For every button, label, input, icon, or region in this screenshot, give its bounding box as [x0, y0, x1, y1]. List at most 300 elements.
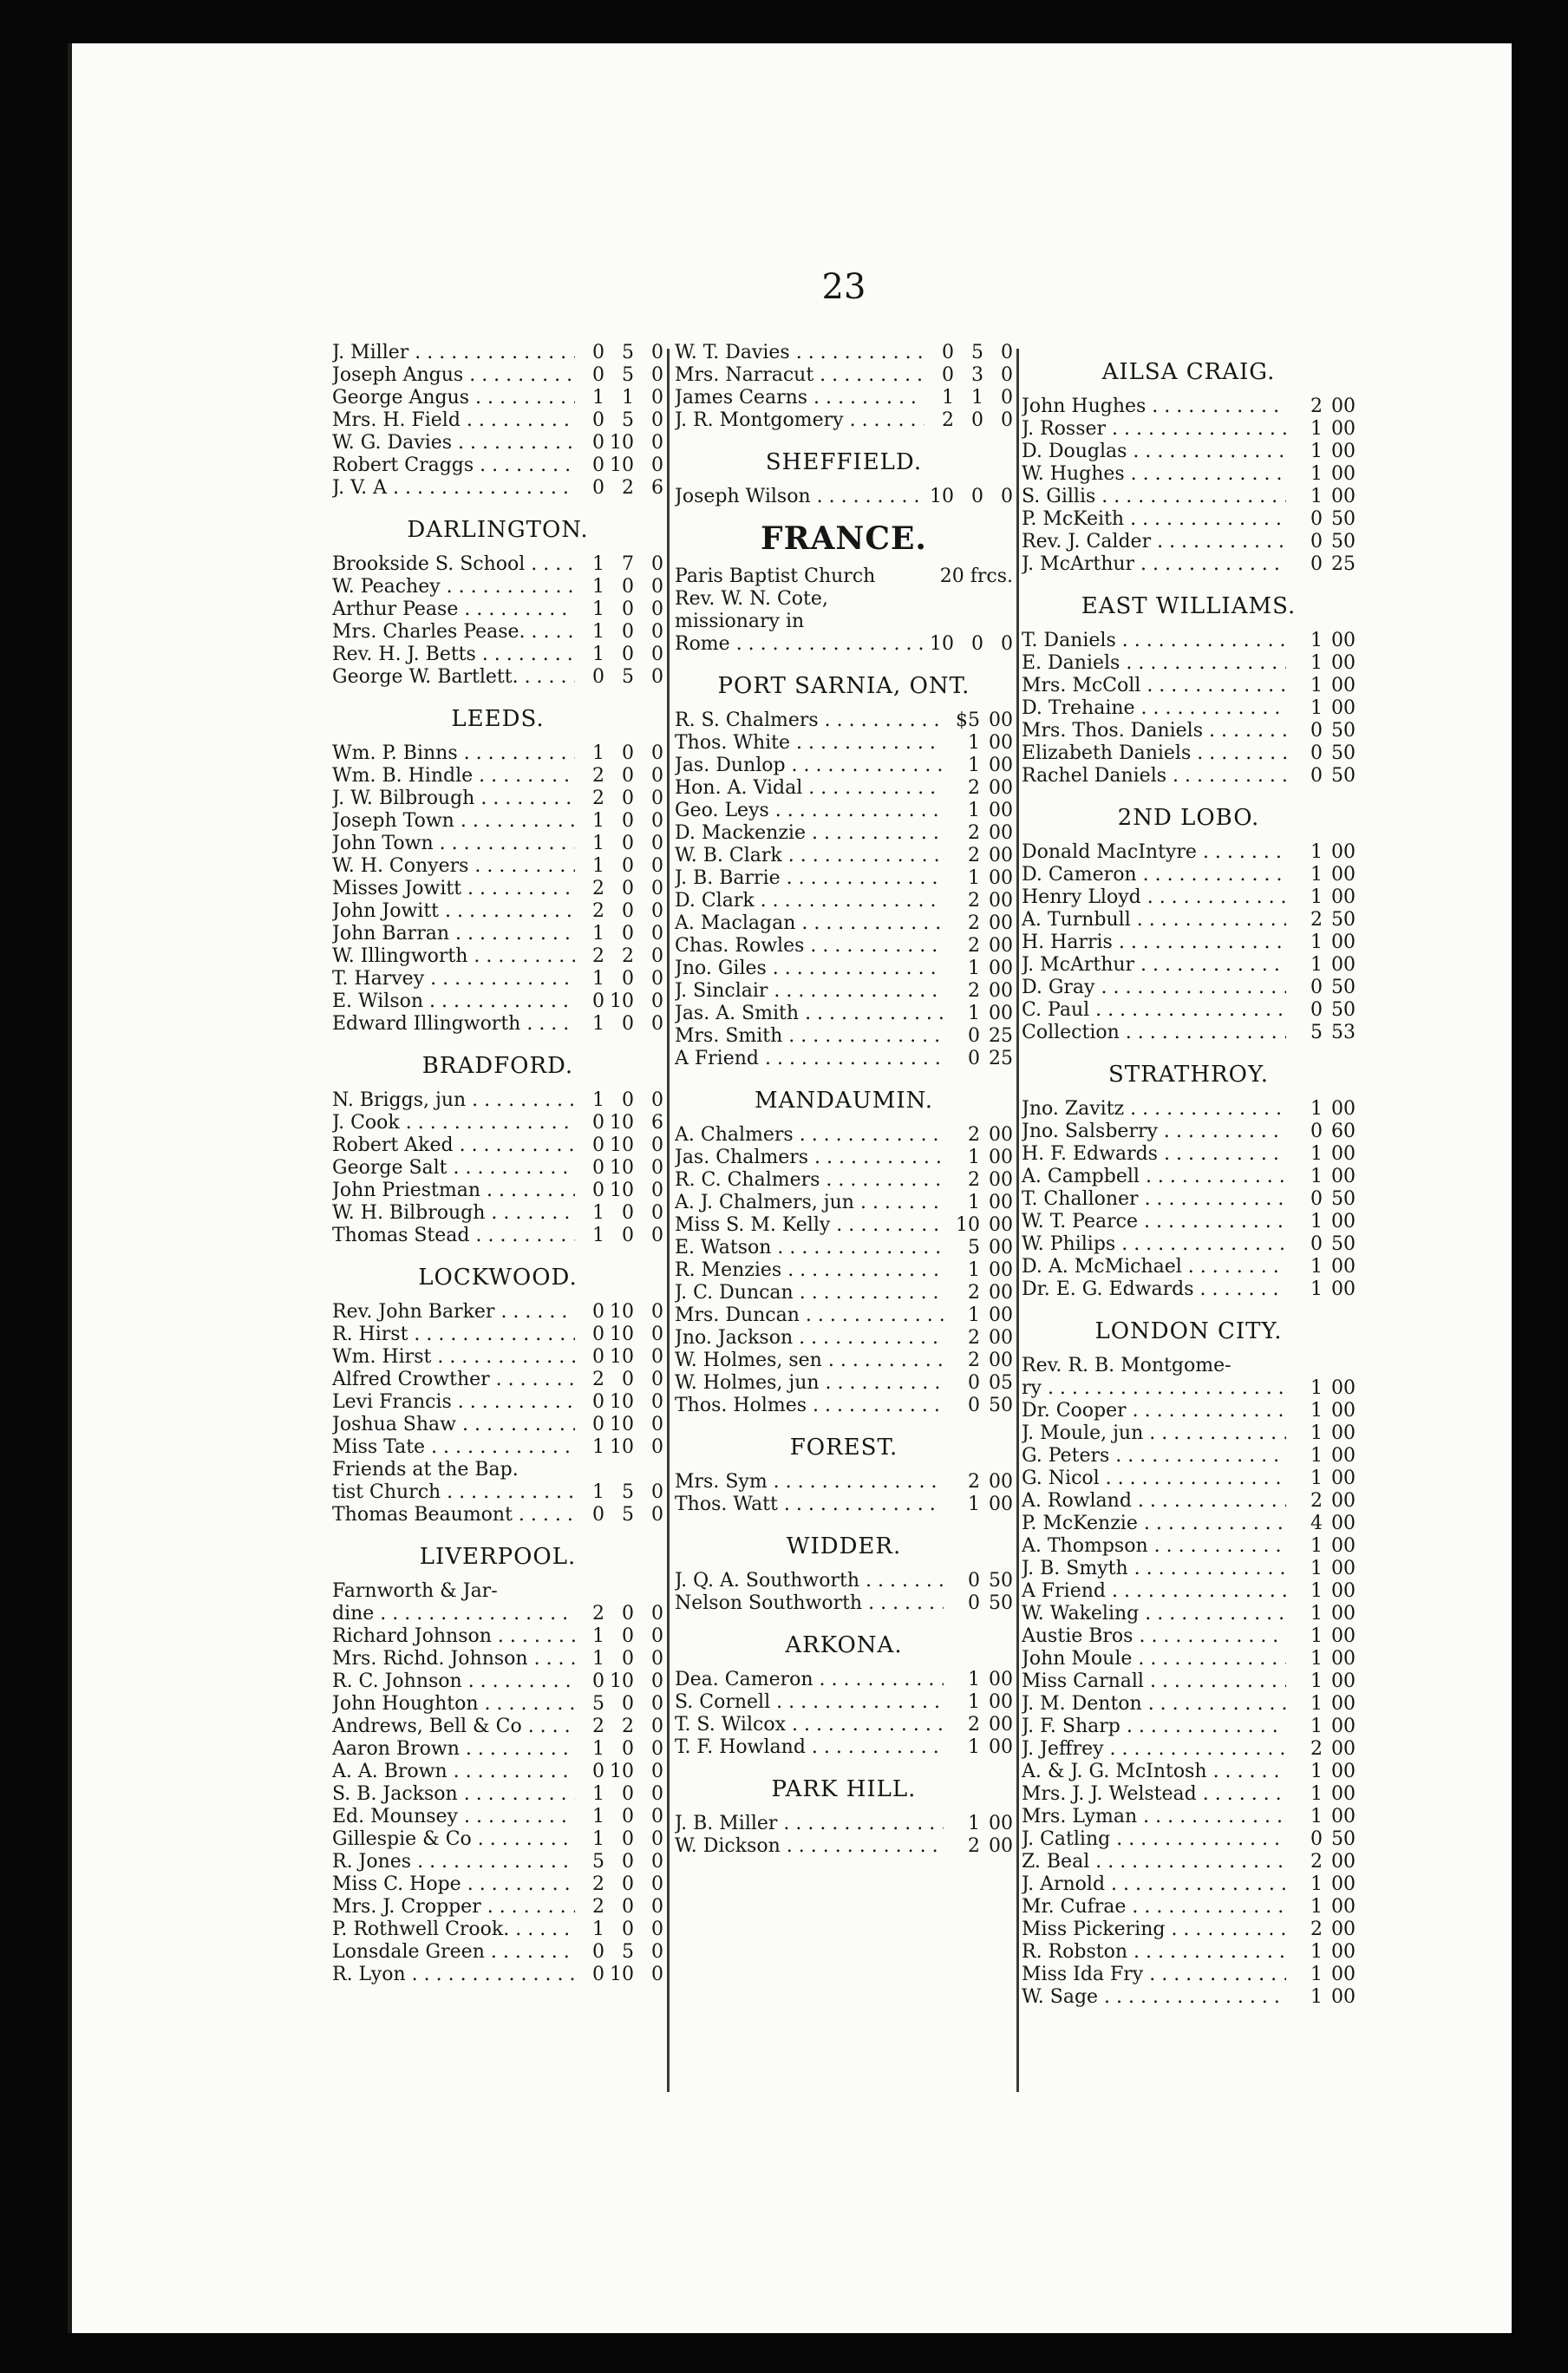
donor-entry [675, 633, 1013, 656]
donor-name: T. Daniels . . . [1022, 630, 1286, 652]
donor-entry [1022, 1806, 1356, 1828]
amount-pence: 0 [651, 1625, 663, 1647]
amount [1286, 1738, 1356, 1761]
donor-name: Alfred Crowther . . . [332, 1369, 575, 1391]
amount-pence: 0 [1001, 409, 1013, 431]
donor-name: T. F. Howland . . . [675, 1736, 944, 1759]
donor-entry [675, 1192, 1013, 1214]
amount [575, 1693, 663, 1716]
donor-name: E. Daniels . . . [1022, 652, 1286, 675]
donor-name: W. T. Davies . . . [675, 342, 924, 364]
amount-pounds: 1 [592, 1738, 604, 1760]
donor-entry [332, 742, 663, 765]
donor-name: W. Hughes . . . [1022, 463, 1286, 486]
donor-name: John Moule . . . [1022, 1648, 1286, 1670]
amount-pence: 0 [651, 1919, 663, 1940]
amount-cents: 05 [989, 1372, 1013, 1394]
donor-entry [332, 477, 663, 500]
donor-name: John Hughes . . . [1022, 396, 1286, 418]
amount-shillings: 5 [622, 1504, 634, 1526]
amount [944, 890, 1013, 912]
amount-cents: 00 [989, 867, 1013, 889]
amount [575, 1603, 663, 1625]
donor-entry [332, 1738, 663, 1761]
donor-entry [1022, 652, 1356, 675]
amount-pence: 0 [651, 553, 663, 575]
donor-name: A. Turnbull . . . [1022, 909, 1286, 932]
donor-name: J. Cook . . . [332, 1112, 575, 1134]
donor-name: Jno. Jackson . . . [675, 1327, 944, 1350]
amount-pence: 0 [651, 1783, 663, 1805]
amount-cents: 00 [1331, 1761, 1356, 1782]
amount-shillings: 0 [622, 1225, 634, 1246]
donor-entry [332, 1013, 663, 1036]
donor-entry [675, 777, 1013, 800]
amount [944, 1736, 1013, 1759]
amount-pence: 0 [1001, 387, 1013, 409]
amount-dollars: 1 [968, 800, 980, 821]
donor-name: A. Maclagan . . . [675, 912, 944, 935]
amount-dollars: 1 [968, 1669, 980, 1690]
amount-dollars: 1 [1310, 886, 1323, 908]
donor-name: D. Gray . . . [1022, 977, 1286, 999]
amount-cents: 00 [989, 845, 1013, 866]
amount-cents: 00 [1331, 396, 1356, 417]
donor-name: tist Church . . . [332, 1481, 575, 1504]
amount [944, 777, 1013, 800]
amount-pounds: 1 [592, 1783, 604, 1805]
amount-pence: 0 [651, 855, 663, 877]
column-left [332, 342, 663, 1986]
amount-pounds: 1 [592, 810, 604, 832]
amount-pence: 0 [651, 833, 663, 854]
amount [1286, 1964, 1356, 1986]
amount-dollars: 1 [1310, 441, 1323, 462]
donor-name: Arthur Pease . . . [332, 598, 575, 621]
donor-name: Austie Bros . . . [1022, 1625, 1286, 1648]
donor-name: Wm. B. Hindle . . . [332, 765, 575, 788]
amount-pounds: 1 [592, 1202, 604, 1224]
amount-dollars: 1 [968, 1736, 980, 1758]
amount [575, 1134, 663, 1157]
donor-entry [675, 1395, 1013, 1417]
amount-pence: 0 [651, 1202, 663, 1224]
amount-dollars: 1 [1310, 1468, 1323, 1489]
donor-entry [332, 1459, 663, 1481]
amount-pounds: 0 [592, 1134, 604, 1156]
amount [944, 800, 1013, 822]
amount-cents: 00 [1331, 1964, 1356, 1985]
amount-shillings: 0 [622, 855, 634, 877]
amount [575, 409, 663, 432]
amount-shillings: 0 [622, 1369, 634, 1390]
amount [575, 1089, 663, 1112]
amount-dollars: 1 [1310, 954, 1323, 976]
donor-entry [675, 1736, 1013, 1759]
amount-cents: 00 [1331, 1377, 1356, 1399]
amount-cents: 00 [989, 1736, 1013, 1758]
donor-entry [1022, 1828, 1356, 1851]
donor-name: R. Hirst . . . [332, 1324, 575, 1346]
amount-dollars: 1 [1310, 1941, 1323, 1963]
amount-cents: 50 [1331, 508, 1356, 530]
amount-cents: 00 [1331, 1256, 1356, 1278]
amount-dollars: 1 [1310, 1400, 1323, 1422]
amount-cents: 00 [989, 822, 1013, 844]
donor-entry [1022, 1098, 1356, 1121]
amount [575, 1157, 663, 1180]
section-heading: PARK HILL. [771, 1776, 917, 1802]
donor-entry [332, 1157, 663, 1180]
donor-entry [1022, 1377, 1356, 1400]
section-heading: MANDAUMIN. [755, 1088, 933, 1114]
donor-entry [332, 810, 663, 833]
amount-dollars: $5 [956, 709, 980, 731]
amount-dollars: 1 [968, 1003, 980, 1024]
donor-entry [675, 1304, 1013, 1327]
donor-entry [332, 598, 663, 621]
amount-dollars: 1 [1310, 675, 1323, 696]
donor-name: R. C. Johnson . . . [332, 1670, 575, 1693]
amount [944, 1691, 1013, 1714]
donor-name: Thos. White . . . [675, 732, 944, 755]
amount-dollars: 1 [1310, 1422, 1323, 1444]
amount-cents: 00 [989, 1494, 1013, 1515]
donor-entry [332, 1806, 663, 1828]
amount-cents: 25 [1331, 553, 1356, 575]
amount-pence: 0 [651, 1873, 663, 1895]
donor-name: Jas. A. Smith . . . [675, 1003, 944, 1025]
amount-dollars: 1 [1310, 1783, 1323, 1805]
donor-name: George Angus . . . [332, 387, 575, 409]
amount-shillings: 10 [610, 1157, 634, 1179]
amount [944, 912, 1013, 935]
amount [575, 1369, 663, 1391]
donor-name: Miss S. M. Kelly . . . [675, 1214, 944, 1237]
donor-entry [1022, 1896, 1356, 1919]
amount [944, 755, 1013, 777]
donor-entry [332, 621, 663, 644]
amount-pounds: 1 [592, 1481, 604, 1503]
amount [1286, 1648, 1356, 1670]
amount [575, 1964, 663, 1986]
donor-name: J. Arnold . . . [1022, 1873, 1286, 1896]
amount-cents: 00 [989, 1813, 1013, 1834]
amount-shillings: 0 [622, 1851, 634, 1873]
amount [1286, 1098, 1356, 1121]
donor-entry [332, 1369, 663, 1391]
donor-name: Dr. E. G. Edwards . . . [1022, 1278, 1286, 1301]
donor-name: Mrs. Duncan . . . [675, 1304, 944, 1327]
amount-shillings: 10 [610, 1324, 634, 1345]
amount-shillings: 0 [622, 1919, 634, 1940]
amount [944, 732, 1013, 755]
donor-entry [332, 1112, 663, 1134]
amount-pence: 0 [651, 1134, 663, 1156]
amount-pounds: 0 [592, 1324, 604, 1345]
amount-pence: 0 [651, 1157, 663, 1179]
donor-name: Mrs. H. Field . . . [332, 409, 575, 432]
amount-cents: 00 [989, 1124, 1013, 1146]
donor-name: Jas. Dunlop . . . [675, 755, 944, 777]
amount-dollars: 1 [968, 1813, 980, 1834]
amount-cents: 00 [1331, 1738, 1356, 1760]
amount-dollars: 2 [968, 935, 980, 957]
amount-dollars: 1 [1310, 1648, 1323, 1670]
amount-dollars: 2 [968, 777, 980, 799]
amount [575, 1941, 663, 1964]
donor-entry [1022, 954, 1356, 977]
amount [1286, 1851, 1356, 1873]
donor-entry [1022, 1851, 1356, 1873]
amount [575, 855, 663, 878]
amount-dollars: 1 [1310, 1278, 1323, 1300]
amount-dollars: 1 [1310, 1098, 1323, 1120]
donor-entry [332, 1873, 663, 1896]
donor-name: Rev. J. Calder . . . [1022, 531, 1286, 553]
amount [575, 1346, 663, 1369]
amount [575, 742, 663, 765]
amount-shillings: 10 [610, 1301, 634, 1323]
donor-entry [675, 1237, 1013, 1259]
amount-cents: 00 [1331, 1535, 1356, 1557]
donor-entry [675, 1372, 1013, 1395]
amount-pounds: 0 [592, 1157, 604, 1179]
amount-pounds: 0 [592, 1670, 604, 1692]
amount [944, 1471, 1013, 1494]
donor-name: Donald MacIntyre . . . [1022, 841, 1286, 864]
amount-pence: 0 [651, 1603, 663, 1624]
amount-dollars: 0 [968, 1395, 980, 1416]
donor-name: Ed. Mounsey . . . [332, 1806, 575, 1828]
amount [944, 1282, 1013, 1304]
amount-cents: 00 [1331, 1580, 1356, 1602]
donor-entry [675, 980, 1013, 1003]
amount [944, 980, 1013, 1003]
amount [1286, 1558, 1356, 1580]
donor-name: Thomas Beaumont . . . [332, 1504, 575, 1526]
donor-entry [675, 1835, 1013, 1858]
donor-name: ry . . . [1022, 1377, 1286, 1400]
amount [575, 387, 663, 409]
amount [575, 1112, 663, 1134]
donor-name: N. Briggs, jun . . . [332, 1089, 575, 1112]
amount [1286, 1143, 1356, 1166]
amount-pounds: 1 [942, 387, 954, 409]
donor-name: Mrs. Narracut . . . [675, 364, 924, 387]
amount [924, 486, 1013, 508]
amount [575, 644, 663, 666]
donor-name: W. Wakeling . . . [1022, 1603, 1286, 1625]
donor-name: Mr. Cufrae . . . [1022, 1896, 1286, 1919]
amount-cents: 00 [989, 1169, 1013, 1191]
donor-name: S. Cornell . . . [675, 1691, 944, 1714]
amount [1286, 652, 1356, 675]
amount [1286, 909, 1356, 932]
amount [1286, 1278, 1356, 1301]
amount-pence: 0 [651, 765, 663, 787]
amount-pounds: 0 [592, 432, 604, 454]
amount-shillings: 0 [622, 923, 634, 945]
donor-name: W. B. Clark . . . [675, 845, 944, 867]
amount-pounds: 1 [592, 1919, 604, 1940]
amount [1286, 1941, 1356, 1964]
donor-name: J. V. A . . . [332, 477, 575, 500]
amount-shillings: 10 [610, 1346, 634, 1368]
amount-cents: 00 [1331, 1278, 1356, 1300]
amount [1286, 1919, 1356, 1941]
donor-name: Jno. Zavitz . . . [1022, 1098, 1286, 1121]
amount-pounds: 1 [592, 644, 604, 665]
donor-name: R. Robston . . . [1022, 1941, 1286, 1964]
amount-pounds: 10 [930, 633, 954, 655]
donor-entry [332, 1134, 663, 1157]
donor-entry [675, 387, 1013, 409]
donor-name: J. M. Denton . . . [1022, 1693, 1286, 1716]
amount-dollars: 0 [1310, 1121, 1323, 1142]
donor-entry [332, 1693, 663, 1716]
donor-name: J. Catling . . . [1022, 1828, 1286, 1851]
amount [1286, 418, 1356, 441]
amount [940, 565, 1013, 588]
donor-entry [675, 1691, 1013, 1714]
donor-entry [1022, 1558, 1356, 1580]
donor-name: Dr. Cooper . . . [1022, 1400, 1286, 1422]
amount-dollars: 1 [1310, 1535, 1323, 1557]
amount-shillings: 7 [622, 553, 634, 575]
amount-shillings: 0 [971, 486, 983, 507]
amount-dollars: 2 [968, 1282, 980, 1304]
donor-entry [1022, 630, 1356, 652]
amount-shillings: 5 [622, 1941, 634, 1963]
amount-shillings: 0 [622, 598, 634, 620]
amount [944, 1592, 1013, 1615]
amount-dollars: 1 [1310, 1256, 1323, 1278]
donor-entry [1022, 841, 1356, 864]
amount [1286, 1693, 1356, 1716]
donor-entry [1022, 1233, 1356, 1256]
donor-entry [675, 1592, 1013, 1615]
amount-dollars: 1 [1310, 1211, 1323, 1232]
donor-entry [332, 553, 663, 576]
amount-cents: 00 [989, 1835, 1013, 1857]
donor-entry [675, 1048, 1013, 1070]
donor-name: Joshua Shaw . . . [332, 1414, 575, 1436]
section-heading: STRATHROY. [1107, 1062, 1270, 1088]
donor-name: E. Watson . . . [675, 1237, 944, 1259]
amount-dollars: 2 [968, 1169, 980, 1191]
amount [924, 387, 1013, 409]
amount-cents: 00 [989, 1282, 1013, 1304]
donor-entry [1022, 486, 1356, 508]
amount [1286, 1166, 1356, 1188]
amount-dollars: 2 [968, 822, 980, 844]
amount-pounds: 2 [592, 945, 604, 967]
amount-dollars: 1 [1310, 652, 1323, 674]
donor-entry [675, 1714, 1013, 1736]
amount [1286, 1535, 1356, 1558]
amount-shillings: 0 [971, 633, 983, 655]
amount [575, 1436, 663, 1459]
donor-name: R. Lyon . . . [332, 1964, 575, 1986]
amount [575, 945, 663, 968]
amount-dollars: 1 [1310, 864, 1323, 886]
donor-name: W. H. Conyers . . . [332, 855, 575, 878]
amount-dollars: 2 [968, 1124, 980, 1146]
amount-cents: 00 [1331, 463, 1356, 485]
amount-pence: 0 [651, 1851, 663, 1873]
donor-entry [675, 342, 1013, 364]
amount-cents: 00 [989, 1003, 1013, 1024]
amount-dollars: 1 [1310, 463, 1323, 485]
donor-name: John Barran . . . [332, 923, 575, 945]
donor-entry [1022, 1422, 1356, 1445]
amount-dollars: 1 [1310, 1445, 1323, 1467]
donor-entry [675, 732, 1013, 755]
donor-entry [1022, 1625, 1356, 1648]
donor-name: W. Sage . . . [1022, 1986, 1286, 2009]
amount [1286, 977, 1356, 999]
donor-entry [1022, 1211, 1356, 1233]
amount-dollars: 1 [1310, 1143, 1323, 1165]
donor-entry [1022, 1355, 1356, 1377]
amount-cents: 00 [989, 1304, 1013, 1326]
amount-pounds: 1 [592, 1806, 604, 1827]
amount-pounds: 0 [592, 342, 604, 363]
amount [1286, 1400, 1356, 1422]
amount-pence: 0 [1001, 633, 1013, 655]
donor-name: John Town . . . [332, 833, 575, 855]
donor-name: Mrs. Richd. Johnson . . . [332, 1648, 575, 1670]
amount [1286, 1873, 1356, 1896]
donor-name: Rev. R. B. Montgome- [1022, 1355, 1232, 1376]
amount-pence: 0 [651, 1941, 663, 1963]
amount-cents: 50 [989, 1395, 1013, 1416]
donor-name: Henry Lloyd . . . [1022, 886, 1286, 909]
donor-name: George Salt . . . [332, 1157, 575, 1180]
amount-pence: 0 [651, 1828, 663, 1850]
amount-dollars: 1 [968, 867, 980, 889]
donor-name: J. F. Sharp . . . [1022, 1716, 1286, 1738]
amount [575, 1301, 663, 1324]
amount-pounds: 1 [592, 1225, 604, 1246]
amount-pounds: 1 [592, 1089, 604, 1111]
donor-entry [675, 1147, 1013, 1169]
amount [944, 1372, 1013, 1395]
donor-name: J. Moule, jun . . . [1022, 1422, 1286, 1445]
amount-pounds: 0 [592, 1346, 604, 1368]
amount [924, 364, 1013, 387]
donor-name: R. Menzies . . . [675, 1259, 944, 1282]
amount-dollars: 5 [1310, 1022, 1323, 1043]
amount [944, 1003, 1013, 1025]
donor-entry [332, 1851, 663, 1873]
amount [575, 342, 663, 364]
amount [575, 477, 663, 500]
amount-cents: 50 [1331, 742, 1356, 764]
donor-entry [675, 890, 1013, 912]
donor-name: H. F. Edwards . . . [1022, 1143, 1286, 1166]
donor-entry [675, 588, 1013, 611]
section-heading: ARKONA. [785, 1632, 903, 1658]
amount-dollars: 5 [968, 1237, 980, 1258]
donor-entry [1022, 1964, 1356, 1986]
donor-name: Miss Tate . . . [332, 1436, 575, 1459]
amount [1286, 954, 1356, 977]
amount-cents: 00 [989, 709, 1013, 731]
amount [575, 1806, 663, 1828]
amount [575, 1716, 663, 1738]
